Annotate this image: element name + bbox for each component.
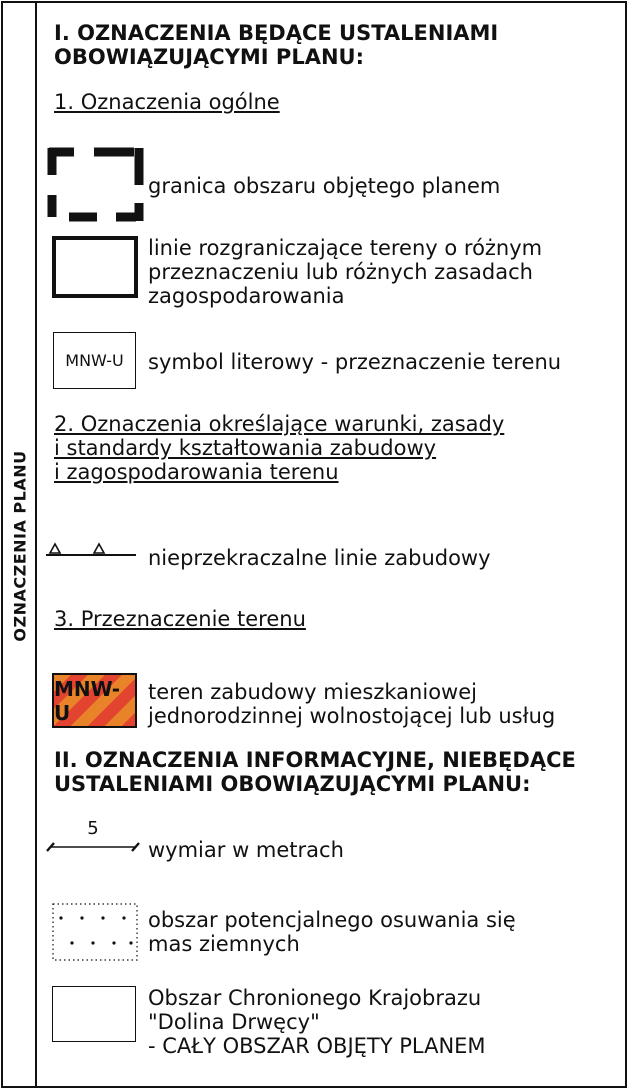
- protected-landscape-symbol: [52, 986, 136, 1042]
- section2-title: II. OZNACZENIA INFORMACYJNE, NIEBĘDĄCE USTALENIAMI OBOWIĄZUJĄCYMI PLANU:: [54, 748, 576, 796]
- legend-building-line-label: nieprzekraczalne linie zabudowy: [148, 546, 491, 570]
- building-line-symbol: [46, 540, 138, 560]
- dividing-lines-symbol: [52, 236, 138, 298]
- dimension-line-symbol: [46, 840, 140, 854]
- legend-plan-boundary-label: granica obszaru objętego planem: [148, 174, 501, 198]
- legend-protected-landscape-label: Obszar Chronionego Krajobrazu "Dolina Drwęcy" - CAŁY OBSZAR OBJĘTY PLANEM: [148, 986, 486, 1058]
- residential-area-symbol: [52, 673, 137, 728]
- section1-title: I. OZNACZENIA BĘDĄCE USTALENIAMI OBOWIĄZUJĄCYMI PLANU:: [54, 21, 499, 69]
- legend-dimension-label: wymiar w metrach: [148, 838, 344, 862]
- residential-area-symbol-text: MNW-U: [54, 676, 121, 725]
- dimension-value: 5: [87, 818, 99, 839]
- letter-symbol-text: MNW-U: [65, 351, 124, 370]
- legend-residential-area-label: teren zabudowy mieszkaniowej jednorodzinnej wolnostojącej lub usług: [148, 680, 556, 728]
- sub2-title: 2. Oznaczenia określające warunki, zasady i standardy kształtowania zabudowy i zagospodarowania terenu: [54, 412, 505, 484]
- letter-symbol-box: [53, 332, 136, 389]
- legend-letter-symbol-label: symbol literowy - przeznaczenie terenu: [148, 350, 562, 374]
- sub1-title: 1. Oznaczenia ogólne: [54, 90, 280, 114]
- sub3-title: 3. Przeznaczenie terenu: [54, 607, 306, 631]
- plan-boundary-symbol: [44, 145, 146, 223]
- legend-landslide-label: obszar potencjalnego osuwania się mas ziemnych: [148, 908, 516, 956]
- legend-sidebar: [1, 1, 37, 1088]
- landslide-area-symbol: [52, 903, 138, 961]
- sidebar-title: OZNACZENIA PLANU: [10, 450, 30, 642]
- legend-dividing-lines-label: linie rozgraniczające tereny o różnym przeznaczeniu lub różnych zasadach zagospodarowania: [148, 236, 543, 308]
